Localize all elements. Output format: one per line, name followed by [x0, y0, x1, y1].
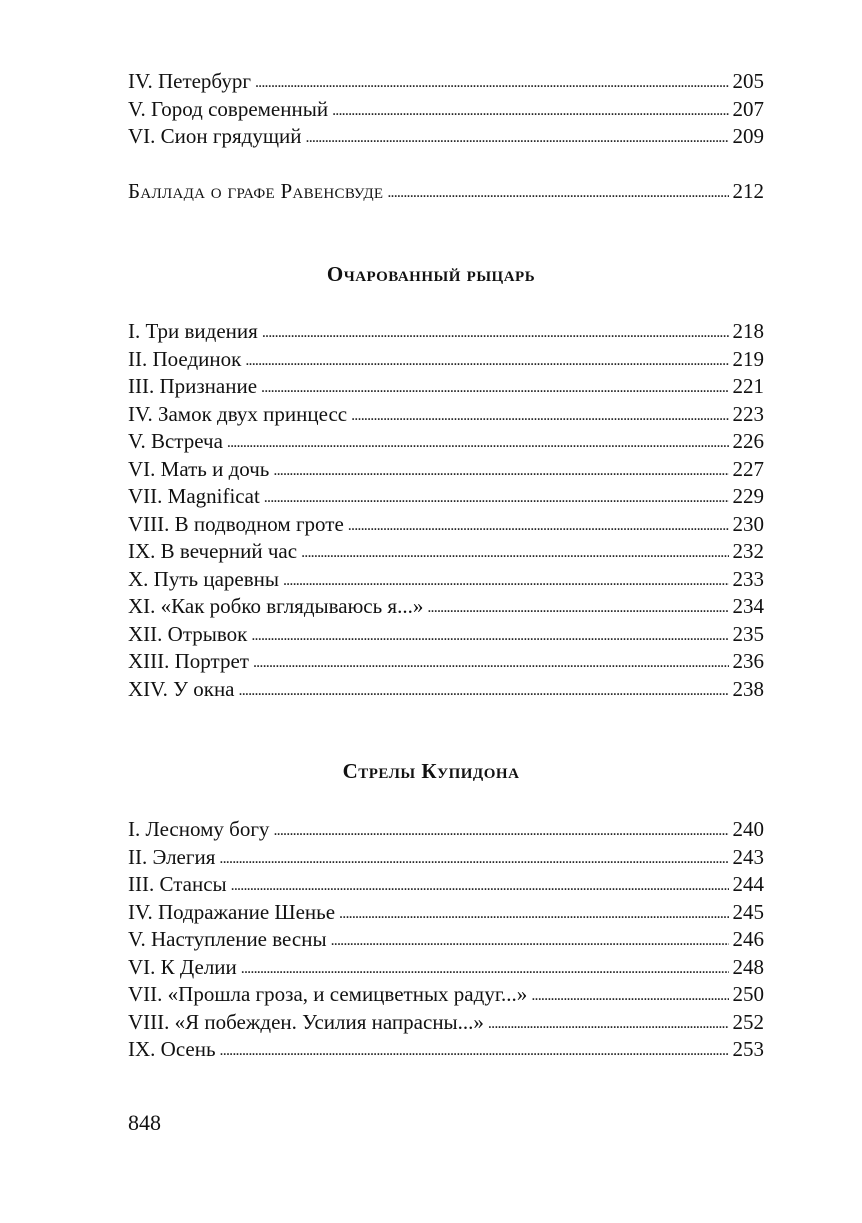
toc-entry	[128, 318, 764, 346]
toc-entry-title: IV. Замок двух принцесс	[128, 401, 348, 426]
toc-entry-title: V. Город современный	[128, 96, 329, 121]
toc-leader-dots	[239, 675, 729, 705]
toc-leader-dots	[488, 1008, 729, 1038]
toc-entry-title: XII. Отрывок	[128, 621, 248, 646]
toc-entry	[128, 346, 764, 374]
toc-entry-title: XIV. У окна	[128, 676, 235, 701]
toc-entry-title: IX. В вечерний час	[128, 539, 298, 563]
toc-entry-page: 250	[732, 982, 764, 1006]
toc-entry-title: III. Стансы	[128, 872, 227, 896]
toc-entry-title: VII. Magnificat	[128, 484, 260, 508]
toc-entry-page: 221	[732, 374, 764, 398]
toc-leader-dots	[387, 177, 728, 207]
toc-leader-dots	[262, 317, 729, 347]
toc-entry-page: 212	[732, 179, 764, 203]
toc-entry	[128, 816, 764, 844]
toc-entry-page: 235	[732, 621, 764, 646]
toc-entry	[128, 538, 764, 566]
toc-entry-page: 253	[732, 1037, 764, 1061]
toc-entry-title: I. Три видения	[128, 319, 258, 343]
toc-entry	[128, 844, 764, 872]
toc-entry	[128, 566, 764, 594]
toc-entry-page: 233	[732, 566, 764, 591]
toc-leader-dots	[261, 372, 728, 402]
toc-leader-dots	[283, 565, 729, 595]
toc-entry-title: I. Лесному богу	[128, 817, 270, 841]
toc-entry	[128, 899, 764, 927]
toc-leader-dots	[351, 400, 728, 430]
toc-entry-page: 226	[732, 429, 764, 453]
toc-entry	[128, 593, 764, 621]
toc-entry-page: 252	[732, 1009, 764, 1034]
toc-block-section2	[128, 816, 764, 1064]
toc-leader-dots	[339, 898, 728, 928]
toc-entry-title: VI. Мать и дочь	[128, 456, 270, 481]
toc-entry-title: II. Поединок	[128, 346, 242, 371]
toc-entry-page: 234	[732, 594, 764, 618]
toc-entry	[128, 954, 764, 982]
toc-entry-page: 238	[732, 676, 764, 701]
toc-entry-page: 223	[732, 401, 764, 426]
toc-entry-title: IX. Осень	[128, 1037, 216, 1061]
toc-entry	[128, 401, 764, 429]
toc-entry-page: 245	[732, 899, 764, 924]
toc-entry-page: 243	[732, 844, 764, 869]
toc-entry-page: 218	[732, 319, 764, 343]
toc-entry-page: 246	[732, 927, 764, 951]
toc-entry-page: 236	[732, 649, 764, 673]
toc-entry	[128, 1036, 764, 1064]
toc-leader-dots	[227, 427, 729, 457]
toc-entry-title: IV. Петербург	[128, 69, 251, 93]
toc-leader-dots	[219, 843, 728, 873]
toc-entry-page: 230	[732, 511, 764, 536]
toc-entry-title: VIII. В подводном гроте	[128, 511, 344, 536]
toc-entry	[128, 676, 764, 704]
toc-leader-dots	[220, 1035, 729, 1065]
toc-entry	[128, 373, 764, 401]
toc-entry-title: V. Встреча	[128, 429, 223, 453]
section-heading: Стрелы Купидона	[342, 759, 520, 783]
toc-entry-title: XIII. Портрет	[128, 649, 249, 673]
toc-leader-dots	[332, 95, 728, 125]
page-number: 848	[128, 1110, 161, 1135]
toc-leader-dots	[245, 345, 728, 375]
toc-leader-dots	[264, 482, 729, 512]
toc-entry-title: VIII. «Я побежден. Усилия напрасны...»	[128, 1009, 484, 1034]
toc-entry	[128, 621, 764, 649]
toc-entry-page: 240	[732, 817, 764, 841]
toc-entry	[128, 511, 764, 539]
toc-leader-dots	[301, 537, 728, 567]
toc-leader-dots	[273, 455, 728, 485]
toc-entry	[128, 123, 764, 151]
toc-leader-dots	[241, 953, 729, 983]
toc-entry	[128, 178, 764, 206]
toc-entry-page: 209	[732, 124, 764, 148]
toc-block-section1	[128, 318, 764, 703]
toc-leader-dots	[255, 67, 729, 97]
toc-entry	[128, 871, 764, 899]
toc-entry-page: 207	[732, 96, 764, 121]
toc-entry-title: IV. Подражание Шенье	[128, 899, 336, 924]
toc-entry-page: 205	[732, 69, 764, 93]
toc-leader-dots	[273, 815, 728, 845]
toc-entry	[128, 428, 764, 456]
toc-leader-dots	[427, 592, 728, 622]
toc-block-top	[128, 68, 764, 151]
toc-entry-title: X. Путь царевны	[128, 566, 279, 591]
toc-leader-dots	[331, 925, 729, 955]
toc-block-ballad	[128, 178, 764, 206]
toc-entry	[128, 1009, 764, 1037]
toc-entry-title: VII. «Прошла гроза, и семицветных радуг...»	[128, 982, 528, 1006]
toc-entry	[128, 483, 764, 511]
toc-entry-page: 227	[732, 456, 764, 481]
toc-leader-dots	[251, 620, 728, 650]
toc-entry	[128, 926, 764, 954]
toc-leader-dots	[306, 122, 729, 152]
toc-leader-dots	[231, 870, 729, 900]
toc-entry-title: III. Признание	[128, 374, 258, 398]
toc-entry-page: 232	[732, 539, 764, 563]
toc-entry	[128, 981, 764, 1009]
toc-entry-title: Баллада о графе Равенсвуде	[128, 179, 384, 203]
toc-entry	[128, 456, 764, 484]
toc-entry-page: 229	[732, 484, 764, 508]
toc-leader-dots	[531, 980, 728, 1010]
toc-entry-title: II. Элегия	[128, 844, 216, 869]
toc-entry-page: 244	[732, 872, 764, 896]
toc-entry-page: 219	[732, 346, 764, 371]
toc-entry-title: V. Наступление весны	[128, 927, 327, 951]
toc-entry-title: VI. К Делии	[128, 954, 237, 979]
toc-entry-page: 248	[732, 954, 764, 979]
toc-entry-title: XI. «Как робко вглядываюсь я...»	[128, 594, 424, 618]
toc-entry-title: VI. Сион грядущий	[128, 124, 302, 148]
section-heading: Очарованный рыцарь	[326, 262, 536, 286]
toc-entry	[128, 96, 764, 124]
toc-leader-dots	[253, 647, 729, 677]
toc-entry	[128, 68, 764, 96]
toc-leader-dots	[348, 510, 729, 540]
toc-entry	[128, 648, 764, 676]
